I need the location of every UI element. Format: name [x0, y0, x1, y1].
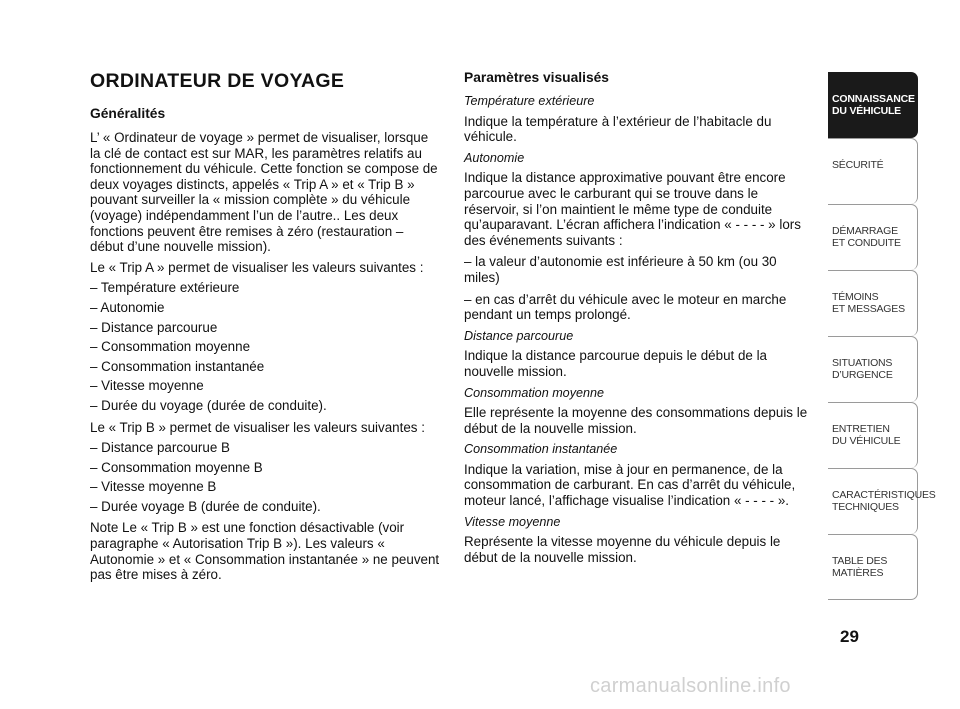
list-item: – Vitesse moyenne B	[90, 479, 217, 495]
list-item: – Consommation instantanée	[90, 358, 265, 374]
left-column	[90, 70, 440, 588]
paragraph: Elle représente la moyenne des consommations depuis le début de la nouvelle mission.	[464, 405, 808, 436]
tripB-intro: Le « Trip B » permet de visualiser les valeurs suivantes :	[90, 419, 425, 435]
chapter-tabs	[828, 72, 936, 600]
tripA-intro: Le « Trip A » permet de visualiser les valeurs suivantes :	[90, 259, 424, 275]
list-item: – Durée du voyage (durée de conduite).	[90, 397, 327, 413]
right-column	[464, 70, 814, 571]
paragraph: Indique la température à l’extérieur de l’habitacle du véhicule.	[464, 113, 772, 145]
tripB-list	[90, 440, 440, 514]
paragraph: Indique la variation, mise à jour en permanence, de la consommation de carburant. En cas d’arrêt du véhicule, moteur lancé, l’affichage visualise l’indication « - - - - ».	[464, 461, 796, 509]
list-item: – Distance parcourue B	[90, 440, 230, 456]
tab-temoins-messages[interactable]: TÉMOINS ET MESSAGES	[828, 270, 918, 336]
subheading-autonomie: Autonomie	[464, 150, 525, 165]
paragraph: Indique la distance parcourue depuis le début de la nouvelle mission.	[464, 348, 767, 379]
tab-demarrage-conduite[interactable]: DÉMARRAGE ET CONDUITE	[828, 204, 918, 270]
page-number: 29	[840, 627, 859, 646]
subheading-vitesse-moyenne: Vitesse moyenne	[464, 514, 561, 529]
tab-securite[interactable]: SÉCURITÉ	[828, 138, 918, 204]
intro-paragraph: L’ « Ordinateur de voyage » permet de visualiser, lorsque la clé de contact est sur MAR, les paramètres relatifs au fonctionnement du véhicule. Cette fonction se compose de deux voyages distincts, appelés « Trip A » et « Trip B » pouvant surveiller la « mission complète » du véhicule (voyage) indépendamment l’un de l’autre.. Les deux fonctions peuvent être remises à zéro (restauration – début d’une nouvelle mission).	[90, 130, 438, 255]
subheading-temperature: Température extérieure	[464, 94, 595, 108]
subheading-consommation-instantanee: Consommation instantanée	[464, 442, 618, 457]
paragraph: Indique la distance approximative pouvant être encore parcourue avec le carburant qui se trouve dans le réservoir, si l’on maintient le même type de conduite qu’auparavant. L’écran affichera l’indication « - - - - » lors des événements suivants :	[464, 170, 801, 248]
list-item: – Consommation moyenne B	[90, 459, 263, 475]
list-item: – Durée voyage B (durée de conduite).	[90, 498, 321, 514]
list-item: – Autonomie	[90, 299, 165, 315]
tab-entretien-vehicule[interactable]: ENTRETIEN DU VÉHICULE	[828, 402, 918, 468]
paragraph: Représente la vitesse moyenne du véhicule depuis le début de la nouvelle mission.	[464, 534, 781, 565]
list-item: – Température extérieure	[90, 280, 240, 296]
page-title: ORDINATEUR DE VOYAGE	[90, 70, 345, 92]
section-heading-parametres: Paramètres visualisés	[464, 70, 609, 85]
list-item: – Distance parcourue	[90, 319, 218, 335]
list-item: – Consommation moyenne	[90, 339, 251, 355]
subheading-consommation-moyenne: Consommation moyenne	[464, 385, 605, 400]
tab-table-matieres[interactable]: TABLE DES MATIÈRES	[828, 534, 918, 600]
paragraph: – la valeur d’autonomie est inférieure à 50 km (ou 30 miles)	[464, 254, 777, 285]
list-item: – Vitesse moyenne	[90, 378, 204, 394]
tripA-list	[90, 280, 440, 413]
subheading-distance: Distance parcourue	[464, 328, 574, 343]
tab-situations-urgence[interactable]: SITUATIONS D’URGENCE	[828, 336, 918, 402]
note-paragraph: Note Le « Trip B » est une fonction désactivable (voir paragraphe « Autorisation Trip B »). Les valeurs « Autonomie » et « Consommation instantanée » ne peuvent pas être mises à zéro.	[90, 520, 440, 583]
tab-caracteristiques-techniques[interactable]: CARACTÉRISTIQUES TECHNIQUES	[828, 468, 918, 534]
section-heading-generalites: Généralités	[90, 106, 166, 121]
watermark: carmanualsonline.info	[590, 675, 791, 697]
tab-connaissance-vehicule[interactable]: CONNAISSANCE DU VÉHICULE	[828, 72, 918, 138]
paragraph: – en cas d’arrêt du véhicule avec le moteur en marche pendant un temps prolongé.	[464, 291, 787, 323]
